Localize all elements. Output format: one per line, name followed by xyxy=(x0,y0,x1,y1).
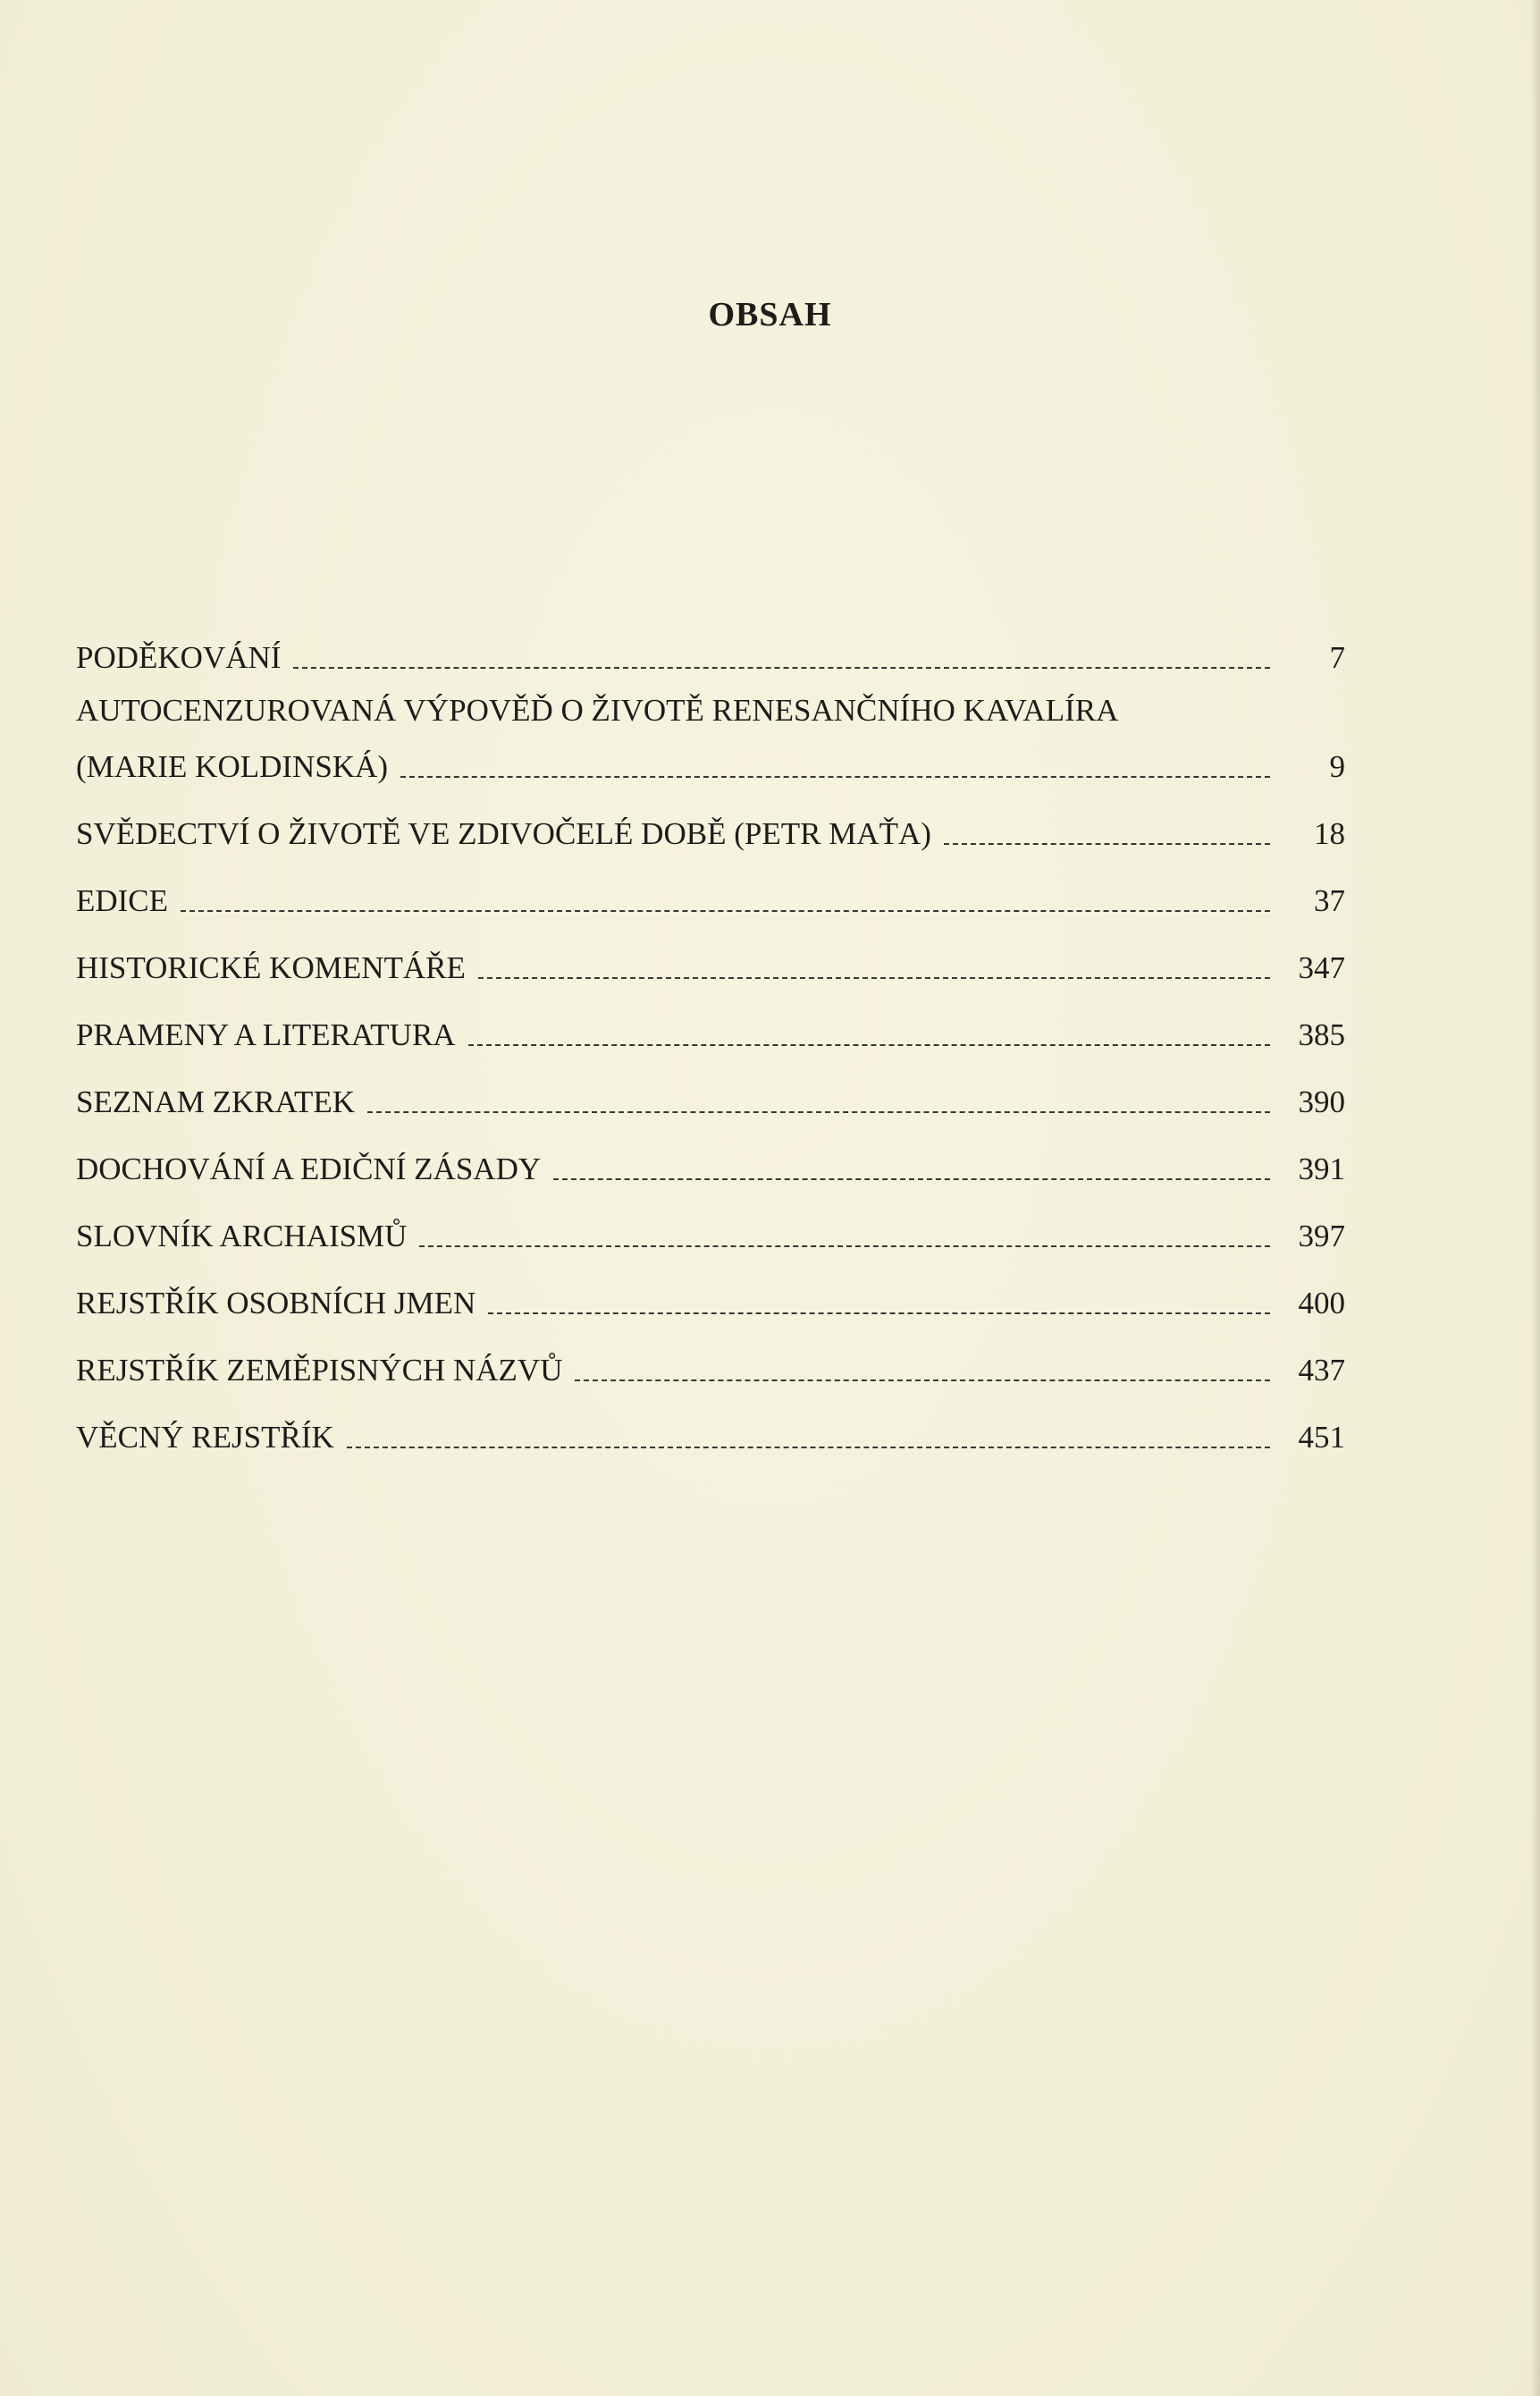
toc-entry-page-number: 9 xyxy=(1329,749,1345,784)
toc-entry-svedectvi xyxy=(76,802,1345,869)
toc-entry-label: REJSTŘÍK OSOBNÍCH JMEN xyxy=(76,1286,476,1320)
toc-entry-edice xyxy=(76,869,1345,936)
toc-entry-label: VĚCNÝ REJSTŘÍK xyxy=(76,1420,334,1455)
toc-entry-label: PODĚKOVÁNÍ xyxy=(76,640,282,675)
toc-entry-label: SVĚDECTVÍ O ŽIVOTĚ VE ZDIVOČELÉ DOBĚ (PETR MAŤA) xyxy=(76,816,931,851)
toc-entry-page-number: 37 xyxy=(1314,883,1345,918)
toc-entry-page-number: 385 xyxy=(1298,1017,1345,1052)
toc-entry-rejstrik-zemepisnych-nazvu xyxy=(76,1338,1345,1405)
page-edge-shadow xyxy=(1531,0,1540,2396)
toc-entry-autocenzurovana-vypoved xyxy=(76,693,1345,802)
toc-entry-label: SLOVNÍK ARCHAISMŮ xyxy=(76,1219,408,1253)
toc-entry-label: (MARIE KOLDINSKÁ) xyxy=(76,749,388,784)
toc-entry-label: DOCHOVÁNÍ A EDIČNÍ ZÁSADY xyxy=(76,1152,542,1186)
toc-entry-vecny-rejstrik xyxy=(76,1405,1345,1472)
toc-entry-dochovani xyxy=(76,1137,1345,1204)
toc-entry-page-number: 18 xyxy=(1314,816,1345,851)
toc-entry-label: HISTORICKÉ KOMENTÁŘE xyxy=(76,950,466,985)
dotted-leader xyxy=(419,1245,1270,1247)
dotted-leader xyxy=(575,1379,1270,1381)
toc-entry-page-number: 397 xyxy=(1298,1219,1345,1253)
dotted-leader xyxy=(553,1178,1270,1180)
toc-entry-historicke-komentare xyxy=(76,936,1345,1003)
dotted-leader xyxy=(468,1044,1270,1046)
page-title: OBSAH xyxy=(708,296,832,333)
toc-entry-label: REJSTŘÍK ZEMĚPISNÝCH NÁZVŮ xyxy=(76,1353,563,1388)
dotted-leader xyxy=(400,776,1270,778)
dotted-leader xyxy=(293,667,1270,669)
toc-entry-prameny-a-literatura xyxy=(76,1003,1345,1070)
dotted-leader xyxy=(367,1111,1270,1113)
dotted-leader xyxy=(488,1312,1270,1314)
toc-entry-label-line1: AUTOCENZUROVANÁ VÝPOVĚĎ O ŽIVOTĚ RENESANČNÍHO KAVALÍRA xyxy=(76,693,1119,728)
dotted-leader xyxy=(181,910,1270,912)
toc-entry-page-number: 7 xyxy=(1329,640,1345,675)
toc-entry-page-number: 451 xyxy=(1298,1420,1345,1455)
toc-entry-rejstrik-osobnich-jmen xyxy=(76,1271,1345,1338)
toc-entry-seznam-zkratek xyxy=(76,1070,1345,1137)
toc-entry-page-number: 391 xyxy=(1298,1152,1345,1186)
toc-entry-page-number: 347 xyxy=(1298,950,1345,985)
toc-entry-page-number: 390 xyxy=(1298,1084,1345,1119)
toc-entry-page-number: 437 xyxy=(1298,1353,1345,1388)
toc-entry-podekovani xyxy=(76,626,1345,693)
toc-entry-label: EDICE xyxy=(76,883,169,918)
toc-entry-slovnik-archaismu xyxy=(76,1204,1345,1271)
dotted-leader xyxy=(347,1447,1270,1448)
dotted-leader xyxy=(944,843,1270,845)
toc-entry-label: PRAMENY A LITERATURA xyxy=(76,1017,456,1052)
toc-entry-page-number: 400 xyxy=(1298,1286,1345,1320)
table-of-contents xyxy=(76,626,1345,1472)
dotted-leader xyxy=(478,977,1270,979)
toc-entry-label: SEZNAM ZKRATEK xyxy=(76,1084,356,1119)
